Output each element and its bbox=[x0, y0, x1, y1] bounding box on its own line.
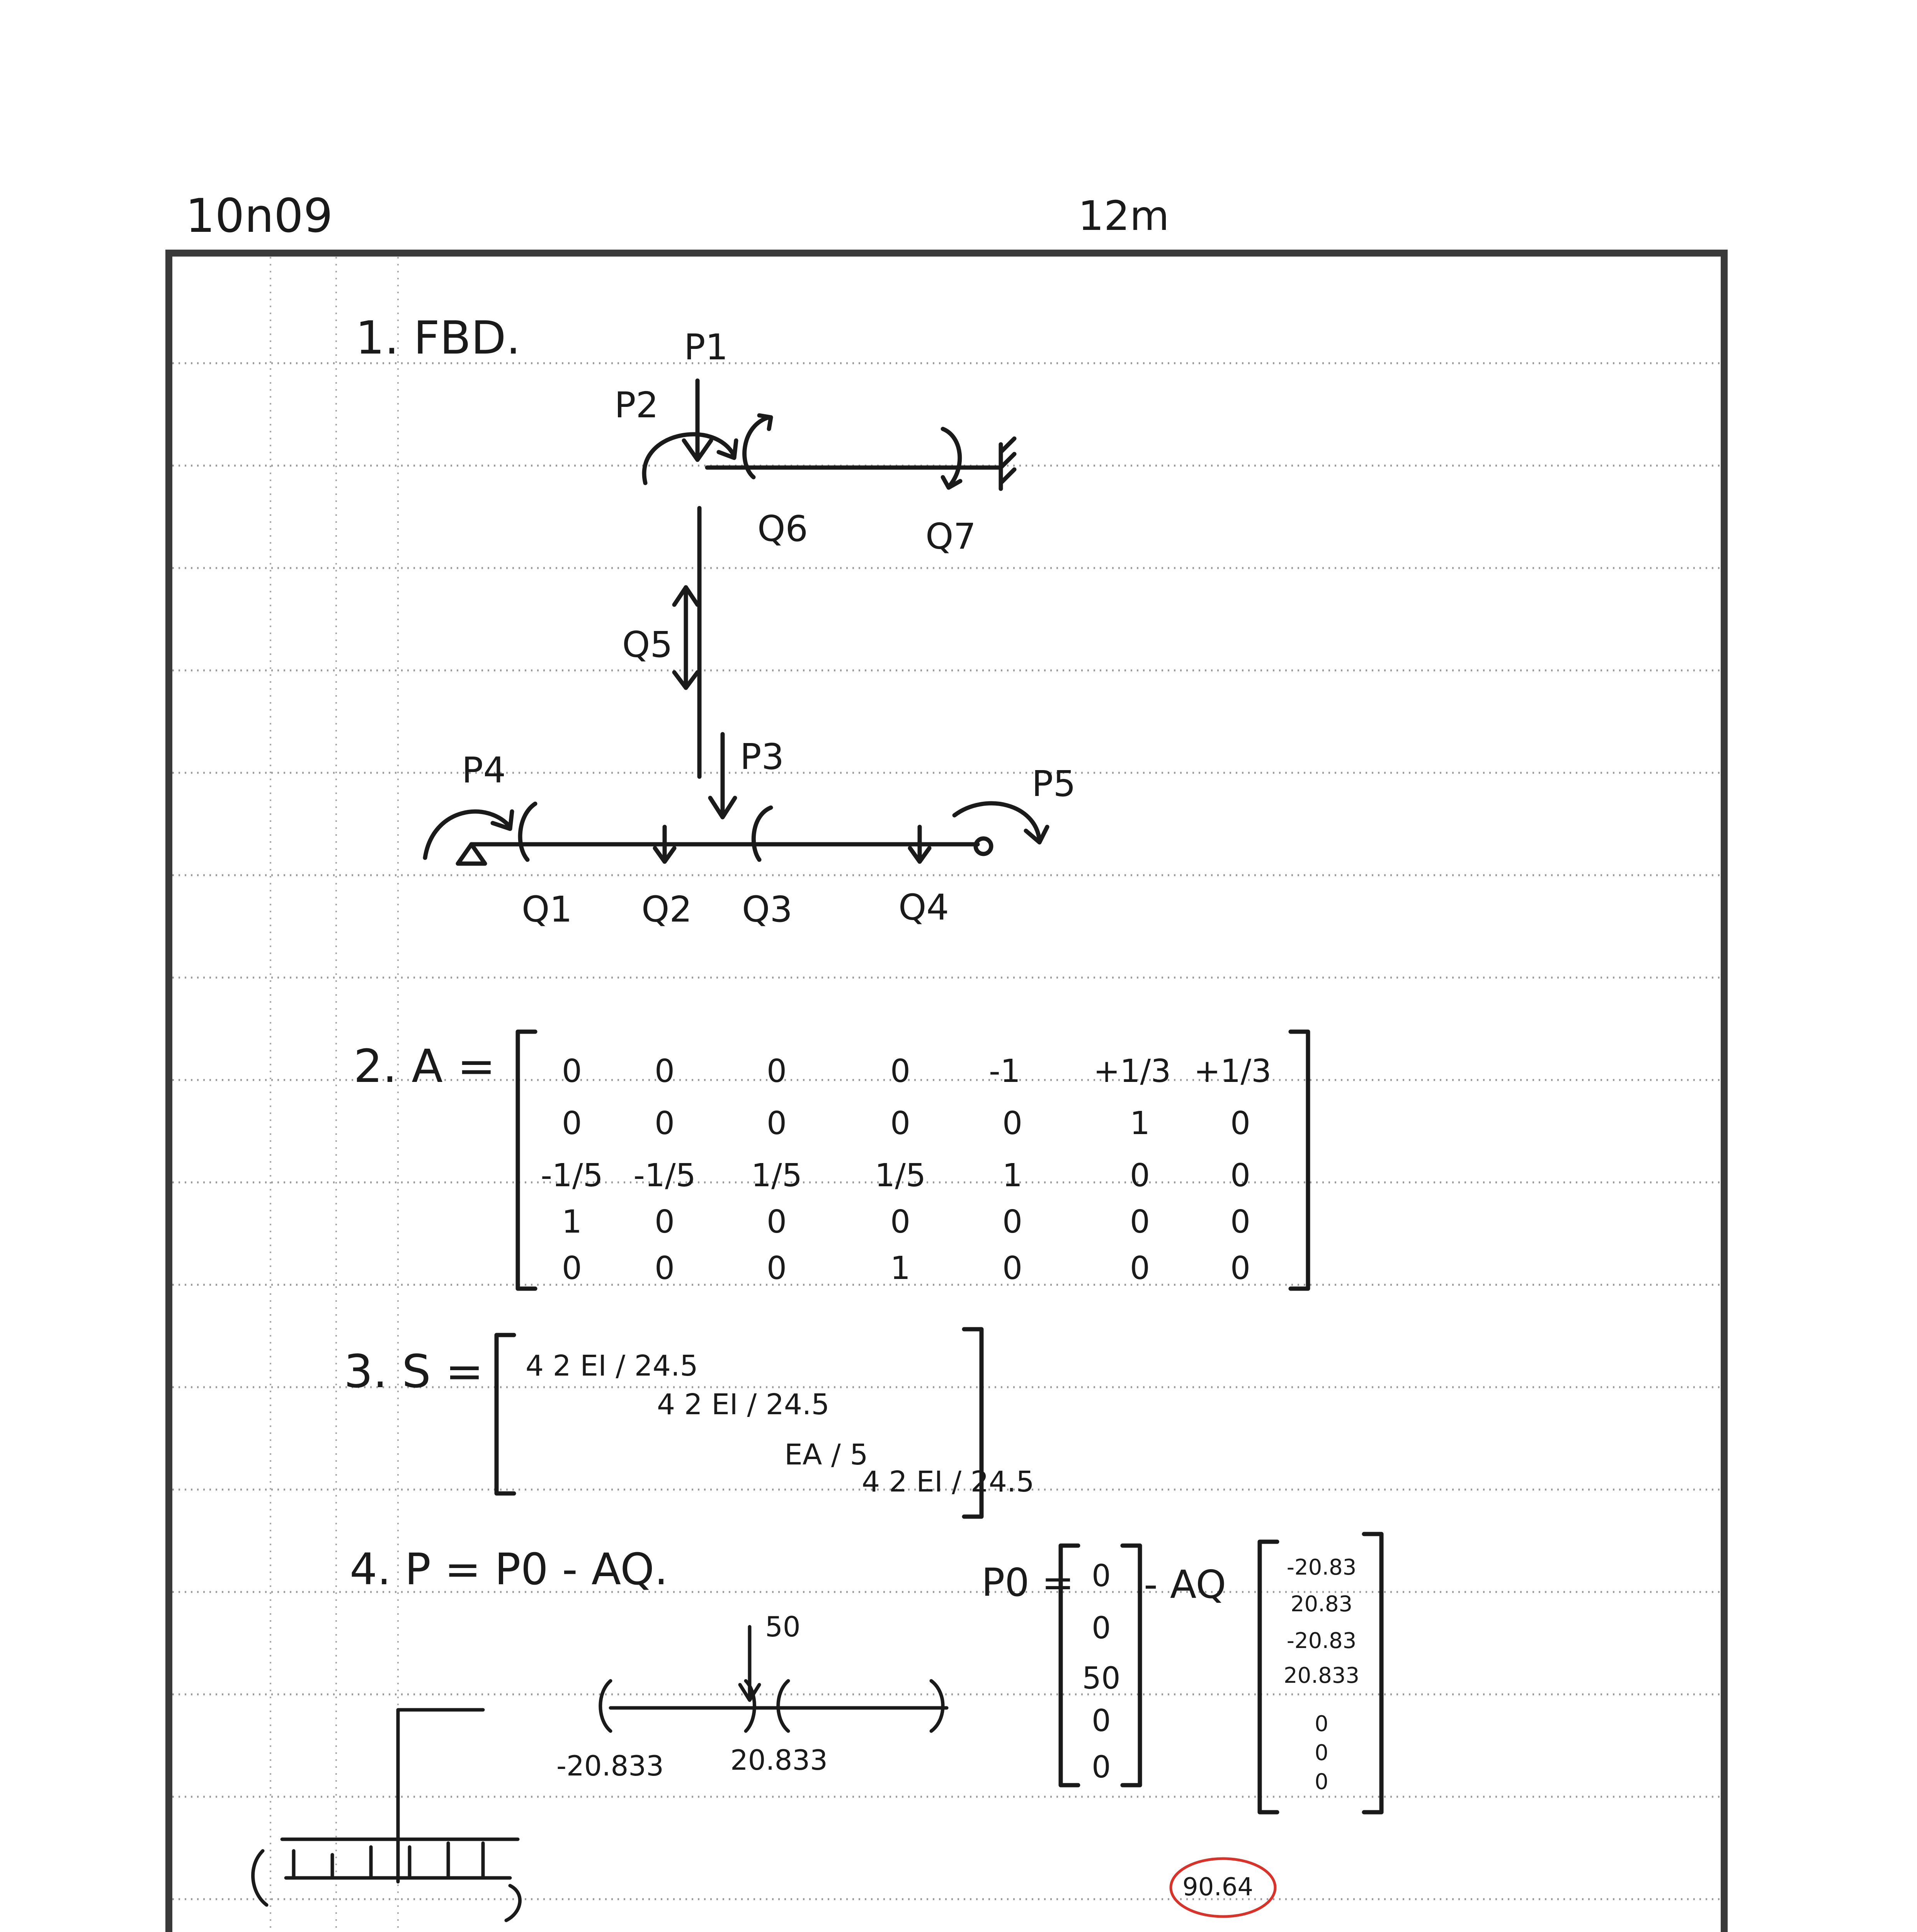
matrix-cell: 0 bbox=[561, 1053, 582, 1090]
loaded-beam-sketch bbox=[253, 1710, 520, 1920]
matrix-cell: 0 bbox=[654, 1105, 675, 1142]
matrix-cell: 0 bbox=[654, 1204, 675, 1240]
member-q4: Q4 bbox=[898, 887, 949, 928]
vector-entry: 50 bbox=[1082, 1661, 1121, 1696]
beam-load-value: 50 bbox=[765, 1611, 801, 1643]
matrix-cell: 0 bbox=[1230, 1157, 1251, 1194]
matrix-cell: 0 bbox=[766, 1250, 787, 1287]
p0-label: P0 = bbox=[981, 1560, 1074, 1605]
matrix-cell: 0 bbox=[1129, 1204, 1150, 1240]
matrix-cell: 0 bbox=[890, 1053, 911, 1090]
beam-left-moment: -20.833 bbox=[556, 1750, 664, 1782]
stiffness-entry: 4 2 EI / 24.5 bbox=[862, 1465, 1034, 1498]
matrix-cell: 1 bbox=[1002, 1157, 1023, 1194]
member-q6: Q6 bbox=[757, 508, 808, 549]
load-p5: P5 bbox=[1032, 763, 1076, 804]
vector-entry: 0 bbox=[1315, 1740, 1328, 1765]
vector-entry: 0 bbox=[1092, 1704, 1111, 1738]
matrix-cell: -1 bbox=[989, 1053, 1021, 1090]
member-q1: Q1 bbox=[522, 889, 572, 930]
matrix-cell: 1 bbox=[561, 1204, 582, 1240]
vector-entry: -20.83 bbox=[1286, 1555, 1357, 1580]
matrix-cell: 0 bbox=[766, 1105, 787, 1142]
matrix-cell: 0 bbox=[654, 1053, 675, 1090]
matrix-cell: 0 bbox=[766, 1204, 787, 1240]
matrix-cell: 0 bbox=[1230, 1105, 1251, 1142]
stiffness-entry: 4 2 EI / 24.5 bbox=[657, 1388, 830, 1421]
circled-result-value: 90.64 bbox=[1182, 1873, 1254, 1901]
vector-entry: 0 bbox=[1315, 1711, 1328, 1736]
matrix-a-label: 2. A = bbox=[354, 1039, 496, 1093]
load-p4: P4 bbox=[462, 750, 506, 791]
matrix-cell: 0 bbox=[1002, 1250, 1023, 1287]
matrix-cell: -1/5 bbox=[541, 1157, 603, 1194]
vector-entry: 0 bbox=[1092, 1611, 1111, 1646]
matrix-cell: 0 bbox=[766, 1053, 787, 1090]
stiffness-entry: 4 2 EI / 24.5 bbox=[526, 1349, 698, 1383]
vector-entry: -20.83 bbox=[1286, 1628, 1357, 1653]
beam-right-moment: 20.833 bbox=[730, 1744, 828, 1776]
matrix-s-entries bbox=[526, 1349, 1034, 1498]
matrix-cell: 0 bbox=[1129, 1250, 1150, 1287]
stiffness-entry: EA / 5 bbox=[784, 1438, 868, 1471]
fbd-diagram bbox=[425, 381, 1047, 864]
member-q3: Q3 bbox=[742, 889, 793, 930]
member-q5: Q5 bbox=[622, 624, 673, 665]
vector-entry: 0 bbox=[1092, 1750, 1111, 1785]
matrix-cell: 0 bbox=[1002, 1204, 1023, 1240]
vector-entry: 20.833 bbox=[1284, 1663, 1359, 1688]
matrix-s-label: 3. S = bbox=[344, 1345, 484, 1398]
matrix-cell: 0 bbox=[890, 1105, 911, 1142]
matrix-cell: 0 bbox=[1230, 1250, 1251, 1287]
matrix-cell: +1/3 bbox=[1093, 1053, 1171, 1090]
vector-entry: 0 bbox=[1315, 1769, 1328, 1794]
matrix-a-entries bbox=[541, 1053, 1271, 1287]
vector-entry: 20.83 bbox=[1290, 1592, 1353, 1617]
aq-label: - AQ bbox=[1144, 1562, 1226, 1607]
load-p2: P2 bbox=[614, 384, 659, 426]
equation-p-label: 4. P = P0 - AQ. bbox=[350, 1544, 668, 1595]
matrix-cell: 0 bbox=[1129, 1157, 1150, 1194]
sheet-id-code: 10n09 bbox=[185, 189, 333, 243]
matrix-cell: 1/5 bbox=[751, 1157, 802, 1194]
matrix-cell: -1/5 bbox=[633, 1157, 696, 1194]
matrix-cell: 1 bbox=[1129, 1105, 1150, 1142]
matrix-cell: 0 bbox=[890, 1204, 911, 1240]
matrix-cell: 0 bbox=[1002, 1105, 1023, 1142]
ruled-lines bbox=[172, 257, 1720, 1932]
fbd-title: 1. FBD. bbox=[356, 311, 521, 364]
vector-entry: 0 bbox=[1092, 1559, 1111, 1594]
matrix-cell: +1/3 bbox=[1194, 1053, 1272, 1090]
load-p1: P1 bbox=[684, 327, 728, 368]
exam-length: 12m bbox=[1078, 192, 1169, 240]
member-q2: Q2 bbox=[641, 889, 692, 930]
member-q7: Q7 bbox=[925, 516, 976, 557]
matrix-cell: 1 bbox=[890, 1250, 911, 1287]
load-p3: P3 bbox=[740, 736, 784, 777]
matrix-cell: 0 bbox=[654, 1250, 675, 1287]
matrix-cell: 0 bbox=[1230, 1204, 1251, 1240]
matrix-cell: 0 bbox=[561, 1105, 582, 1142]
matrix-cell: 0 bbox=[561, 1250, 582, 1287]
matrix-cell: 1/5 bbox=[875, 1157, 926, 1194]
aq-vector bbox=[1284, 1555, 1359, 1794]
